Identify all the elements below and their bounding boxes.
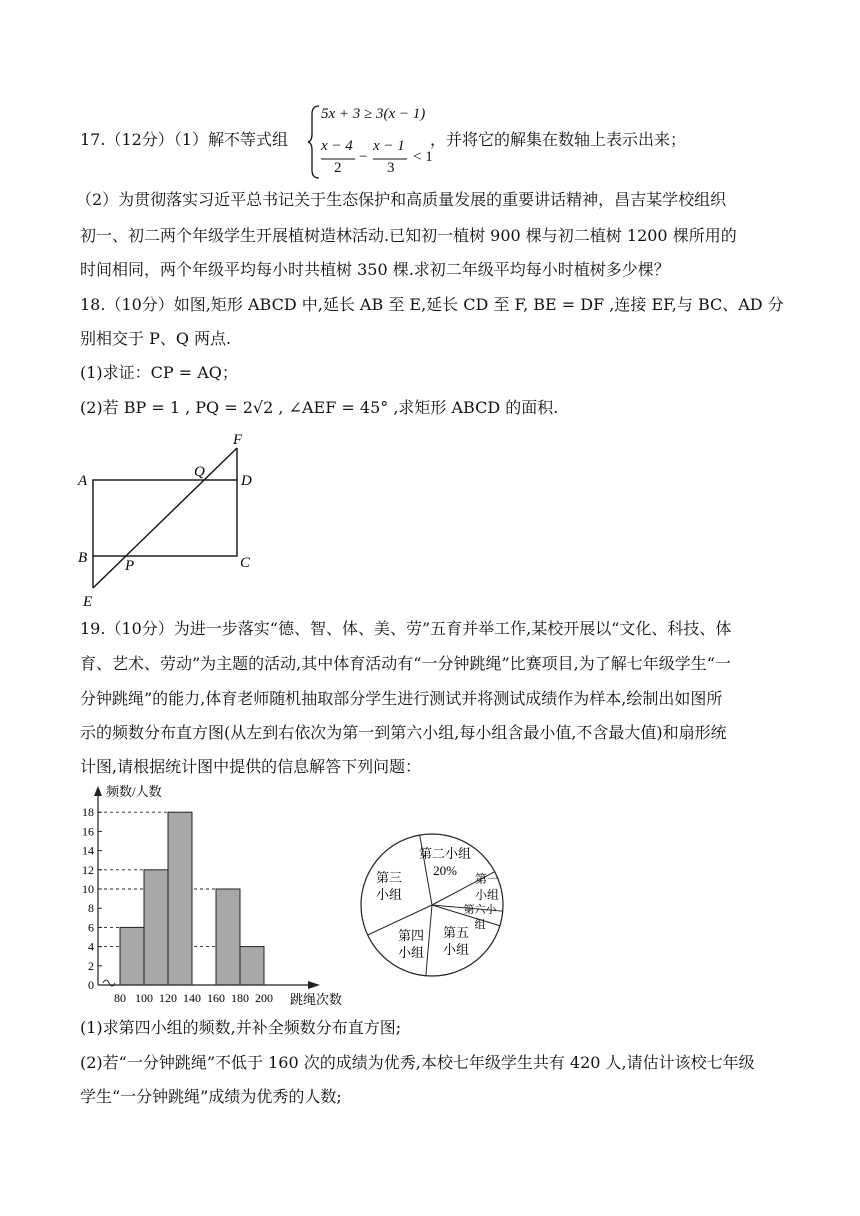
y-tick-label: 12 (82, 862, 94, 877)
q17-part2-line1: （2）为贯彻落实习近平总书记关于生态保护和高质量发展的重要讲话精神，昌吉某学校组织 (76, 190, 727, 209)
label-p: P (125, 558, 135, 574)
pie-slice-label: 第二小组 20% (418, 846, 472, 878)
histogram-bar (240, 947, 264, 985)
minus-sign: − (359, 149, 368, 165)
label-a: A (78, 473, 88, 489)
inequality-1: 5x + 3 ≥ 3(x − 1) (321, 106, 426, 122)
frac1-den: 2 (334, 160, 342, 176)
frac2-den: 3 (387, 160, 395, 176)
label-e: E (83, 594, 93, 610)
y-tick-label: 14 (82, 843, 94, 858)
y-tick-label: 8 (88, 901, 94, 916)
label-f: F (233, 432, 243, 448)
histogram-bar (216, 889, 240, 985)
x-tick-label: 80 (114, 991, 126, 1005)
y-tick-label: 0 (88, 978, 94, 992)
q19-sub2-line1: (2)若“一分钟跳绳”不低于 160 次的成绩为优秀,本校七年级学生共有 420 人,请估计该校七年级 (80, 1053, 755, 1072)
label-b: B (78, 550, 88, 566)
q18-line2: 别相交于 P、Q 两点. (80, 329, 232, 348)
q19-sub2-line2: 学生“一分钟跳绳”成绩为优秀的人数; (80, 1087, 342, 1106)
label-q: Q (194, 464, 205, 480)
pie-slice-label: 第三小组 (375, 870, 403, 902)
q17-part2-line3: 时间相同，两个年级平均每小时共植树 350 棵.求初二年级平均每小时植树多少棵？ (80, 260, 670, 279)
q19-line4: 示的频数分布直方图(从左到右依次为第一到第六小组,每小组含最小值,不含最大值)和扇形统 (80, 723, 727, 742)
pie-chart (356, 830, 506, 980)
q19-line1: 19.（10分）为进一步落实“德、智、体、美、劳”五育并举工作,某校开展以“文化、科技、体 (80, 619, 732, 638)
pie-slice-label: 第一小组 (474, 872, 500, 902)
y-axis-arrow (94, 786, 102, 796)
q18-line4: (2)若 BP = 1 , PQ = 2√2 , ∠AEF = 45° ,求矩形 ABCD 的面积. (80, 398, 559, 417)
pie-slice-label: 第五小组 (442, 925, 470, 957)
histogram-bar (168, 812, 192, 985)
q17-suffix: ，并将它的解集在数轴上表示出来； (430, 130, 687, 149)
y-tick-label: 10 (82, 882, 94, 896)
rectangle-figure (74, 428, 274, 614)
q19-line3: 分钟跳绳”的能力,体育老师随机抽取部分学生进行测试并将测试成绩作为样本,绘制出如图所 (80, 689, 723, 708)
x-tick-label: 120 (159, 991, 177, 1005)
ineq2-rhs: < 1 (413, 149, 433, 165)
q18-line3: (1)求证：CP = AQ； (80, 363, 238, 382)
pie-slice-label: 第四小组 (397, 928, 425, 960)
q17-prefix: 17.（12分）（1）解不等式组 (80, 130, 288, 149)
q17-part2-line2: 初一、初二两个年级学生开展植树造林活动.已知初一植树 900 棵与初二植树 1200 棵所用的 (80, 226, 737, 245)
segment-ef (93, 448, 237, 588)
y-tick-label: 18 (82, 805, 94, 820)
y-axis-label: 频数/人数 (106, 784, 162, 799)
x-tick-label: 100 (135, 991, 153, 1005)
y-tick-label: 6 (88, 920, 94, 935)
frac2-num: x − 1 (373, 138, 405, 154)
inequality-system (307, 104, 433, 180)
frac1-num: x − 4 (321, 138, 353, 154)
x-tick-label: 140 (183, 991, 201, 1005)
fraction-bars (307, 104, 427, 180)
q17-suffix-line (430, 128, 730, 152)
x-tick-label: 160 (207, 991, 225, 1005)
x-tick-label: 180 (231, 991, 249, 1005)
q19-sub1: (1)求第四小组的频数,并补全频数分布直方图; (80, 1018, 402, 1037)
q19-line2: 育、艺术、劳动”为主题的活动,其中体育活动有“一分钟跳绳”比赛项目,为了解七年级学生“一 (80, 654, 731, 673)
y-tick-label: 16 (82, 824, 94, 839)
y-tick-label: 2 (88, 958, 94, 973)
x-axis-label: 跳绳次数 (290, 992, 343, 1007)
histogram-bar (144, 870, 168, 985)
histogram-chart (76, 780, 366, 1010)
y-tick-label: 4 (88, 939, 94, 954)
x-axis-arrow (308, 981, 320, 989)
label-d: D (241, 473, 252, 489)
q18-line1: 18.（10分）如图,矩形 ABCD 中,延长 AB 至 E,延长 CD 至 F, BE = DF ,连接 EF,与 BC、AD 分 (80, 295, 784, 314)
x-tick-label: 200 (255, 991, 273, 1005)
histogram-bar (120, 927, 144, 985)
label-c: C (240, 555, 251, 571)
q19-line5: 计图,请根据统计图中提供的信息解答下列问题： (80, 757, 422, 776)
pie-slice-label: 第六小组 (463, 904, 497, 931)
